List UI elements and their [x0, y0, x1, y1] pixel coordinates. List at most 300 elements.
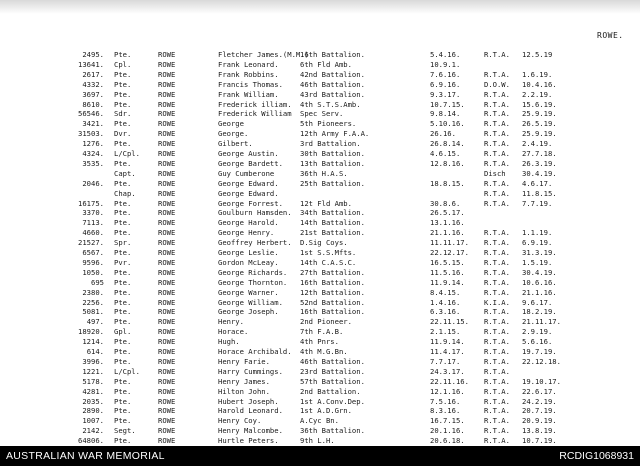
return-date-cell: 10.4.16.: [522, 79, 557, 89]
surname-cell: ROWE: [158, 436, 176, 446]
service-number-cell: 3996.: [82, 356, 104, 366]
given-names-cell: George Forrest.: [218, 198, 283, 208]
enlistment-date-cell: 18.8.15.: [430, 178, 465, 188]
table-row: [0, 367, 640, 377]
fate-cell: R.T.A.: [484, 347, 510, 356]
given-names-cell: Francis Thomas.: [218, 79, 283, 89]
surname-cell: ROWE: [158, 396, 176, 406]
service-number-cell: 3697.: [82, 89, 104, 99]
table-row: [0, 80, 640, 90]
given-names-cell: Frank Robbins.: [218, 69, 279, 79]
return-date-cell: 11.8.15.: [522, 188, 557, 198]
unit-cell: 46th Battalion.: [300, 79, 365, 89]
fate-cell: R.T.A.: [484, 248, 510, 257]
fate-cell: K.I.A.: [484, 297, 510, 307]
given-names-cell: George Austin.: [218, 149, 279, 158]
service-number-cell: 497.: [86, 317, 104, 327]
enlistment-date-cell: 6.3.16.: [430, 307, 461, 317]
fate-cell: R.T.A.: [484, 416, 510, 426]
surname-cell: ROWE: [158, 89, 176, 99]
service-number-cell: 21527.: [78, 238, 104, 248]
enlistment-date-cell: 22.11.15.: [430, 317, 469, 327]
enlistment-date-cell: 7.7.17.: [430, 356, 461, 366]
fate-cell: R.T.A.: [484, 436, 510, 446]
rank-cell: Pte.: [114, 178, 132, 188]
service-number-cell: 2142.: [82, 426, 104, 436]
table-row: [0, 327, 640, 337]
enlistment-date-cell: 11.5.16.: [430, 267, 465, 277]
service-number-cell: 64806.: [78, 436, 104, 446]
enlistment-date-cell: 9.8.14.: [430, 109, 461, 119]
rank-cell: Pte.: [114, 248, 132, 257]
surname-cell: ROWE: [158, 327, 176, 337]
fate-cell: R.T.A.: [484, 158, 510, 168]
fate-cell: R.T.A.: [484, 396, 510, 406]
table-row: [0, 268, 640, 278]
surname-cell: ROWE: [158, 406, 176, 416]
surname-cell: ROWE: [158, 158, 176, 168]
unit-cell: 43rd Battalion.: [300, 89, 365, 99]
service-number-cell: 2495.: [82, 50, 104, 59]
unit-cell: 4th M.G.Bn.: [300, 347, 348, 356]
given-names-cell: Frank William.: [218, 89, 279, 99]
surname-cell: ROWE: [158, 198, 176, 208]
enlistment-date-cell: 13.1.16.: [430, 218, 465, 228]
service-number-cell: 9596.: [82, 257, 104, 267]
table-row: [0, 377, 640, 387]
fate-cell: R.T.A.: [484, 307, 510, 317]
surname-cell: ROWE: [158, 119, 176, 129]
return-date-cell: 10.6.16.: [522, 277, 557, 287]
given-names-cell: George: [218, 119, 244, 129]
fate-cell: R.T.A.: [484, 257, 510, 267]
unit-cell: 1st A.Conv.Dep.: [300, 396, 365, 406]
service-number-cell: 2035.: [82, 396, 104, 406]
fate-cell: R.T.A.: [484, 238, 510, 248]
enlistment-date-cell: 26.16.: [430, 129, 456, 139]
footer-record-id: RCDIG1068931: [559, 450, 634, 462]
given-names-cell: Henry James.: [218, 376, 270, 386]
enlistment-date-cell: 6.9.16.: [430, 79, 461, 89]
return-date-cell: 1.5.19.: [522, 257, 553, 267]
given-names-cell: Gordon McLeay.: [218, 257, 279, 267]
unit-cell: 4th Pnrs.: [300, 337, 339, 347]
surname-cell: ROWE: [158, 366, 176, 376]
unit-cell: Spec Serv.: [300, 109, 344, 119]
return-date-cell: 21.1.16.: [522, 287, 557, 297]
table-row: [0, 60, 640, 70]
enlistment-date-cell: 5.4.16.: [430, 50, 461, 59]
fate-cell: R.T.A.: [484, 406, 510, 416]
unit-cell: 12th Army F.A.A.: [300, 129, 370, 139]
table-row: [0, 149, 640, 159]
rank-cell: Pte.: [114, 347, 132, 356]
given-names-cell: Horace Archibald.: [218, 347, 292, 356]
fate-cell: R.T.A.: [484, 139, 510, 149]
surname-cell: ROWE: [158, 50, 176, 59]
surname-cell: ROWE: [158, 386, 176, 396]
unit-cell: 4th S.T.S.Amb.: [300, 99, 361, 109]
rank-cell: Pte.: [114, 69, 132, 79]
given-names-cell: George William.: [218, 297, 283, 307]
rank-cell: Chap.: [114, 188, 136, 198]
rank-cell: Pte.: [114, 356, 132, 366]
given-names-cell: Fletcher James.(M.M.): [218, 50, 309, 59]
fate-cell: R.T.A.: [484, 267, 510, 277]
given-names-cell: Gilbert.: [218, 139, 253, 149]
surname-cell: ROWE: [158, 257, 176, 267]
unit-cell: 52nd Battalion.: [300, 297, 365, 307]
table-row: [0, 238, 640, 248]
rank-cell: Segt.: [114, 426, 136, 436]
enlistment-date-cell: 16.7.15.: [430, 416, 465, 426]
unit-cell: 1st A.D.Grn.: [300, 406, 352, 416]
footer-bar: [0, 446, 640, 466]
return-date-cell: 25.9.19.: [522, 129, 557, 139]
rank-cell: Pte.: [114, 406, 132, 416]
table-row: [0, 426, 640, 436]
enlistment-date-cell: 30.8.6.: [430, 198, 461, 208]
rank-cell: Sdr.: [114, 109, 132, 119]
given-names-cell: Harold Leonard.: [218, 406, 283, 416]
return-date-cell: 6.9.19.: [522, 238, 553, 248]
service-number-cell: 695: [91, 277, 104, 287]
fate-cell: R.T.A.: [484, 149, 510, 158]
fate-cell: R.T.A.: [484, 178, 510, 188]
service-number-cell: 5178.: [82, 376, 104, 386]
service-number-cell: 4281.: [82, 386, 104, 396]
surname-cell: ROWE: [158, 208, 176, 218]
unit-cell: 3rd Battalion.: [300, 139, 361, 149]
unit-cell: 16th Battalion.: [300, 277, 365, 287]
unit-cell: 1st S.S.Mfts.: [300, 248, 357, 257]
table-row: [0, 317, 640, 327]
given-names-cell: George Bardett.: [218, 158, 283, 168]
return-date-cell: 26.3.19.: [522, 158, 557, 168]
return-date-cell: 13.8.19.: [522, 426, 557, 436]
surname-cell: ROWE: [158, 238, 176, 248]
service-number-cell: 6567.: [82, 248, 104, 257]
unit-cell: 30th Battalion.: [300, 149, 365, 158]
fate-cell: D.O.W.: [484, 79, 510, 89]
surname-cell: ROWE: [158, 129, 176, 139]
given-names-cell: Frederick illiam.: [218, 99, 292, 109]
fate-cell: R.T.A.: [484, 366, 510, 376]
surname-cell: ROWE: [158, 426, 176, 436]
return-date-cell: 30.4.19.: [522, 267, 557, 277]
rank-cell: Pte.: [114, 99, 132, 109]
rank-cell: Pte.: [114, 317, 132, 327]
given-names-cell: Hubert Joseph.: [218, 396, 279, 406]
rank-cell: Pte.: [114, 139, 132, 149]
service-number-cell: 614.: [86, 347, 104, 356]
unit-cell: 9th L.H.: [300, 436, 335, 446]
return-date-cell: 5.6.16.: [522, 337, 553, 347]
enlistment-date-cell: 22.11.16.: [430, 376, 469, 386]
given-names-cell: George Edward.: [218, 188, 279, 198]
table-row: [0, 169, 640, 179]
surname-cell: ROWE: [158, 356, 176, 366]
service-number-cell: 1221.: [82, 366, 104, 376]
fate-cell: Disch: [484, 168, 506, 178]
given-names-cell: Henry Coy.: [218, 416, 262, 426]
unit-cell: 2nd Pioneer.: [300, 317, 352, 327]
enlistment-date-cell: 20.6.18.: [430, 436, 465, 446]
fate-cell: R.T.A.: [484, 99, 510, 109]
service-number-cell: 18920.: [78, 327, 104, 337]
unit-cell: D.Sig Coys.: [300, 238, 348, 248]
table-row: [0, 387, 640, 397]
return-date-cell: 21.11.17.: [522, 317, 561, 327]
return-date-cell: 20.7.19.: [522, 406, 557, 416]
enlistment-date-cell: 20.1.16.: [430, 426, 465, 436]
return-date-cell: 30.4.19.: [522, 168, 557, 178]
rank-cell: L/Cpl.: [114, 366, 140, 376]
unit-cell: 16th Battalion.: [300, 307, 365, 317]
service-number-cell: 2380.: [82, 287, 104, 297]
unit-cell: 23rd Battalion.: [300, 366, 365, 376]
rank-cell: Pte.: [114, 198, 132, 208]
enlistment-date-cell: 2.1.15.: [430, 327, 461, 337]
service-number-cell: 8610.: [82, 99, 104, 109]
fate-cell: R.T.A.: [484, 228, 510, 238]
table-row: [0, 109, 640, 119]
rank-cell: Pte.: [114, 416, 132, 426]
enlistment-date-cell: 26.8.14.: [430, 139, 465, 149]
rank-cell: Pte.: [114, 50, 132, 59]
rank-cell: Gpl.: [114, 327, 132, 337]
service-number-cell: 4324.: [82, 149, 104, 158]
table-row: [0, 278, 640, 288]
rank-cell: Pte.: [114, 267, 132, 277]
table-row: [0, 228, 640, 238]
enlistment-date-cell: 11.4.17.: [430, 347, 465, 356]
given-names-cell: Henry Malcombe.: [218, 426, 283, 436]
surname-cell: ROWE: [158, 109, 176, 119]
rank-cell: Pvr.: [114, 257, 132, 267]
given-names-cell: Henry Farie.: [218, 356, 270, 366]
return-date-cell: 31.3.19.: [522, 248, 557, 257]
table-row: [0, 248, 640, 258]
surname-cell: ROWE: [158, 248, 176, 257]
surname-cell: ROWE: [158, 59, 176, 69]
rank-cell: Pte.: [114, 119, 132, 129]
return-date-cell: 7.7.19.: [522, 198, 553, 208]
rank-cell: Pte.: [114, 208, 132, 218]
unit-cell: 27th Battalion.: [300, 267, 365, 277]
return-date-cell: 1.6.19.: [522, 69, 553, 79]
given-names-cell: George Harold.: [218, 218, 279, 228]
rank-cell: Pte.: [114, 158, 132, 168]
table-row: [0, 50, 640, 60]
return-date-cell: 2.9.19.: [522, 327, 553, 337]
unit-cell: 7th F.A.B.: [300, 327, 344, 337]
return-date-cell: 20.9.19.: [522, 416, 557, 426]
given-names-cell: George Joseph.: [218, 307, 279, 317]
surname-cell: ROWE: [158, 228, 176, 238]
surname-cell: ROWE: [158, 297, 176, 307]
surname-cell: ROWE: [158, 99, 176, 109]
surname-cell: ROWE: [158, 337, 176, 347]
surname-cell: ROWE: [158, 416, 176, 426]
rank-cell: Pte.: [114, 228, 132, 238]
table-row: [0, 129, 640, 139]
enlistment-date-cell: 11.11.17.: [430, 238, 469, 248]
service-number-cell: 2256.: [82, 297, 104, 307]
service-number-cell: 1007.: [82, 416, 104, 426]
unit-cell: 2nd Battalion.: [300, 386, 361, 396]
fate-cell: R.T.A.: [484, 89, 510, 99]
given-names-cell: Frank Leonard.: [218, 59, 279, 69]
given-names-cell: Geoffrey Herbert.: [218, 238, 292, 248]
service-number-cell: 16175.: [78, 198, 104, 208]
service-number-cell: 56546.: [78, 109, 104, 119]
fate-cell: R.T.A.: [484, 317, 510, 327]
rank-cell: Pte.: [114, 287, 132, 297]
enlistment-date-cell: 9.3.17.: [430, 89, 461, 99]
fate-cell: R.T.A.: [484, 327, 510, 337]
enlistment-date-cell: 1.4.16.: [430, 297, 461, 307]
rank-cell: Pte.: [114, 277, 132, 287]
rank-cell: Pte.: [114, 386, 132, 396]
service-number-cell: 3421.: [82, 119, 104, 129]
enlistment-date-cell: 4.6.15.: [430, 149, 461, 158]
service-number-cell: 13641.: [78, 59, 104, 69]
table-row: [0, 189, 640, 199]
fate-cell: R.T.A.: [484, 376, 510, 386]
fate-cell: R.T.A.: [484, 277, 510, 287]
rank-cell: Pte.: [114, 89, 132, 99]
fate-cell: R.T.A.: [484, 287, 510, 297]
service-number-cell: 1050.: [82, 267, 104, 277]
table-row: [0, 298, 640, 308]
fate-cell: R.T.A.: [484, 50, 510, 59]
given-names-cell: George Leslie.: [218, 248, 279, 257]
given-names-cell: Goulburn Hamsden.: [218, 208, 292, 218]
surname-cell: ROWE: [158, 307, 176, 317]
return-date-cell: 12.5.19: [522, 50, 553, 59]
return-date-cell: 25.9.19.: [522, 109, 557, 119]
enlistment-date-cell: 26.5.17.: [430, 208, 465, 218]
surname-cell: ROWE: [158, 79, 176, 89]
enlistment-date-cell: 8.4.15.: [430, 287, 461, 297]
surname-cell: ROWE: [158, 69, 176, 79]
rank-cell: Pte.: [114, 297, 132, 307]
service-number-cell: 2617.: [82, 69, 104, 79]
unit-cell: 57th Battalion.: [300, 376, 365, 386]
rank-cell: Spr.: [114, 238, 132, 248]
fate-cell: R.T.A.: [484, 356, 510, 366]
service-number-cell: 31503.: [78, 129, 104, 139]
service-number-cell: 7113.: [82, 218, 104, 228]
service-number-cell: 3370.: [82, 208, 104, 218]
service-number-cell: 5081.: [82, 307, 104, 317]
table-row: [0, 119, 640, 129]
table-row: [0, 258, 640, 268]
table-row: [0, 139, 640, 149]
given-names-cell: George Richards.: [218, 267, 288, 277]
return-date-cell: 22.12.18.: [522, 356, 561, 366]
fate-cell: R.T.A.: [484, 426, 510, 436]
rank-cell: Pte.: [114, 376, 132, 386]
enlistment-date-cell: 22.12.17.: [430, 248, 469, 257]
fate-cell: R.T.A.: [484, 119, 510, 129]
fate-cell: R.T.A.: [484, 337, 510, 347]
surname-cell: ROWE: [158, 267, 176, 277]
surname-cell: ROWE: [158, 178, 176, 188]
return-date-cell: 10.7.19.: [522, 436, 557, 446]
return-date-cell: 26.5.19.: [522, 119, 557, 129]
given-names-cell: George.: [218, 129, 249, 139]
service-number-cell: 3535.: [82, 158, 104, 168]
fate-cell: R.T.A.: [484, 198, 510, 208]
surname-cell: ROWE: [158, 218, 176, 228]
enlistment-date-cell: 10.7.15.: [430, 99, 465, 109]
given-names-cell: George Henry.: [218, 228, 275, 238]
return-date-cell: 18.2.19.: [522, 307, 557, 317]
surname-cell: ROWE: [158, 149, 176, 158]
unit-cell: 12th Battalion.: [300, 287, 365, 297]
rank-cell: L/Cpl.: [114, 149, 140, 158]
service-number-cell: 4332.: [82, 79, 104, 89]
table-row: [0, 337, 640, 347]
unit-cell: A.Cyc Bn.: [300, 416, 339, 426]
table-row: [0, 406, 640, 416]
unit-cell: 5th Pioneers.: [300, 119, 357, 129]
surname-cell: ROWE: [158, 376, 176, 386]
given-names-cell: George Edward.: [218, 178, 279, 188]
unit-cell: 12t Fld Amb.: [300, 198, 352, 208]
fate-cell: R.T.A.: [484, 386, 510, 396]
rank-cell: Cpl.: [114, 59, 132, 69]
surname-header: ROWE.: [597, 31, 624, 40]
rank-cell: Pte.: [114, 436, 132, 446]
enlistment-date-cell: 10.9.1.: [430, 59, 461, 69]
surname-cell: ROWE: [158, 139, 176, 149]
service-number-cell: 1214.: [82, 337, 104, 347]
table-row: [0, 357, 640, 367]
return-date-cell: 1.1.19.: [522, 228, 553, 238]
given-names-cell: George Thornton.: [218, 277, 288, 287]
table-row: [0, 218, 640, 228]
enlistment-date-cell: 11.9.14.: [430, 277, 465, 287]
given-names-cell: Hurtle Peters.: [218, 436, 279, 446]
fate-cell: R.T.A.: [484, 109, 510, 119]
table-row: [0, 100, 640, 110]
rank-cell: Pte.: [114, 396, 132, 406]
table-row: [0, 208, 640, 218]
return-date-cell: 15.6.19.: [522, 99, 557, 109]
table-row: [0, 397, 640, 407]
rank-cell: Dvr.: [114, 129, 132, 139]
unit-cell: 14th C.A.S.C.: [300, 257, 357, 267]
fate-cell: R.T.A.: [484, 188, 510, 198]
return-date-cell: 4.6.17.: [522, 178, 553, 188]
service-number-cell: 2890.: [82, 406, 104, 416]
return-date-cell: 27.7.18.: [522, 149, 557, 158]
surname-cell: ROWE: [158, 347, 176, 356]
surname-cell: ROWE: [158, 168, 176, 178]
return-date-cell: 2.2.19.: [522, 89, 553, 99]
table-row: [0, 159, 640, 169]
unit-cell: 13th Battalion.: [300, 158, 365, 168]
return-date-cell: 19.10.17.: [522, 376, 561, 386]
enlistment-date-cell: 21.1.16.: [430, 228, 465, 238]
given-names-cell: Hilton John.: [218, 386, 270, 396]
rank-cell: Capt.: [114, 168, 136, 178]
unit-cell: 36th Battalion.: [300, 426, 365, 436]
enlistment-date-cell: 12.1.16.: [430, 386, 465, 396]
